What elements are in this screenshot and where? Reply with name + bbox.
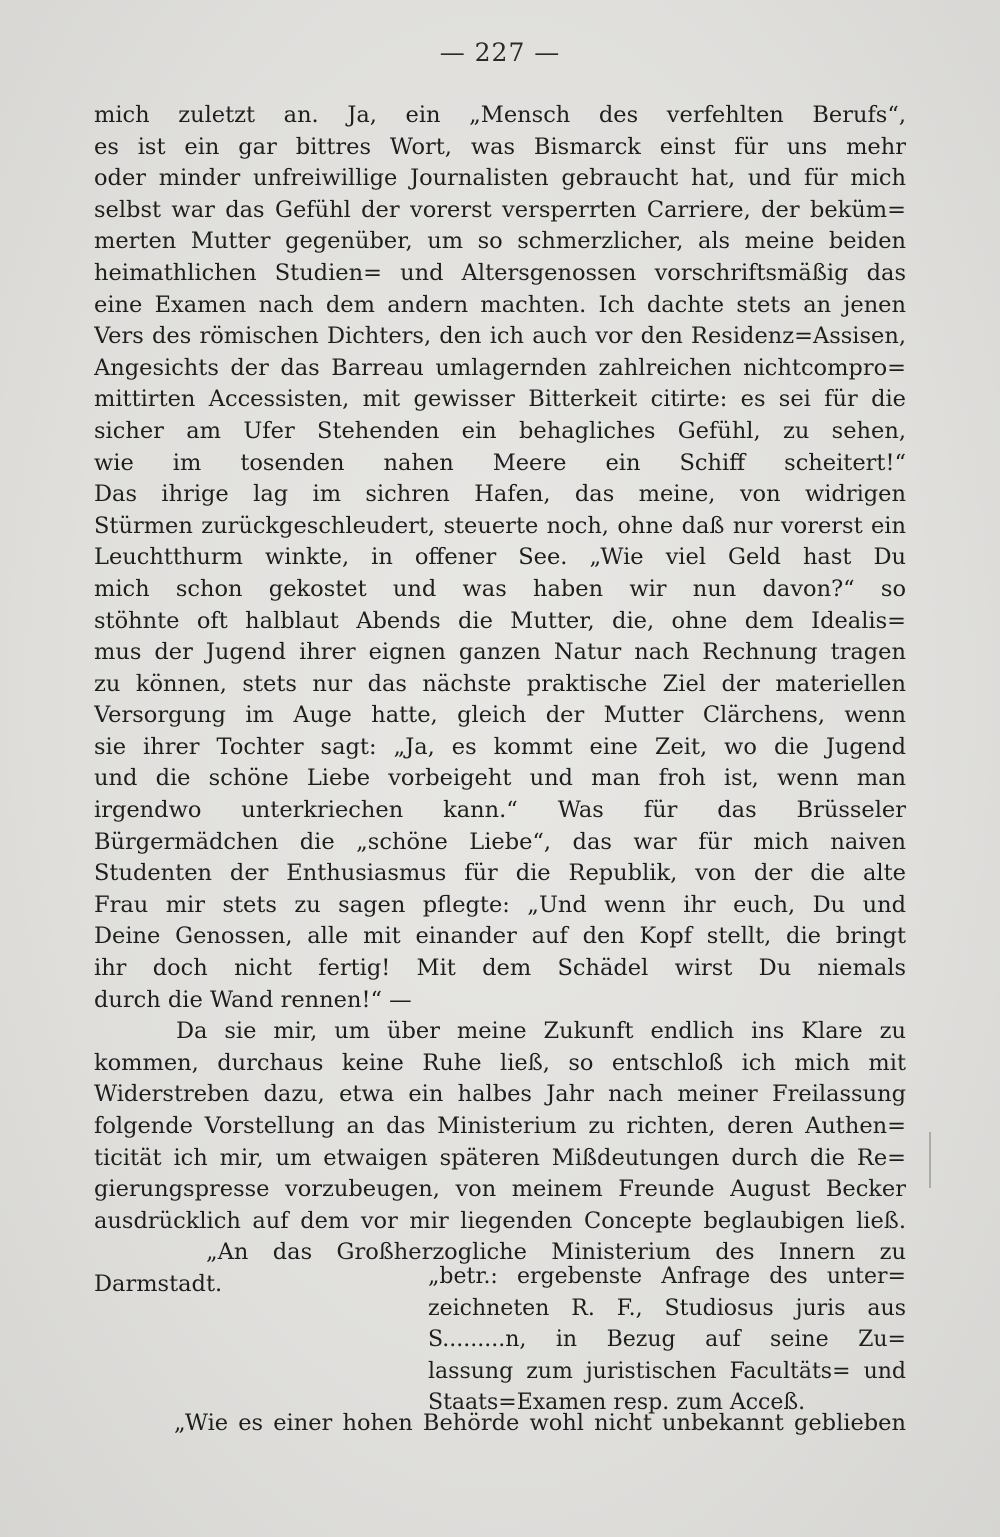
text-line: Frau mir stets zu sagen pflegte: „Und wenn ihr euch, Du und bbox=[94, 891, 906, 918]
page-number: — 227 — bbox=[439, 38, 561, 67]
text-line: zu können, stets nur das nächste praktische Ziel der materiellen bbox=[94, 670, 906, 697]
text-line: selbst war das Gefühl der vorerst versperrten Carriere, der beküm= bbox=[94, 196, 906, 223]
text-line: Das ihrige lag im sichren Hafen, das meine, von widrigen bbox=[94, 481, 906, 508]
letter-line: S.........n, in Bezug auf seine Zu= bbox=[428, 1327, 906, 1353]
salutation-line: „An das Großherzogliche Ministerium des Innern zu bbox=[206, 1239, 906, 1266]
text-line: Widerstreben dazu, etwa ein halbes Jahr nach meiner Freilassung bbox=[94, 1081, 906, 1108]
text-line: Vers des römischen Dichters, den ich auch vor den Residenz=Assisen, bbox=[94, 323, 906, 350]
text-line: ticität ich mir, um etwaigen späteren Mißdeutungen durch die Re= bbox=[94, 1144, 906, 1171]
letter-subject-block bbox=[428, 1261, 906, 1419]
text-line: „Wie es einer hohen Behörde wohl nicht unbekannt geblieben bbox=[174, 1410, 906, 1436]
letter-line: „betr.: ergebenste Anfrage des unter= bbox=[428, 1264, 906, 1289]
text-line: merten Mutter gegenüber, um so schmerzlicher, als meine beiden bbox=[94, 228, 906, 255]
salutation-city: Darmstadt. bbox=[94, 1270, 223, 1297]
main-text-block bbox=[94, 100, 906, 1301]
text-line: Da sie mir, um über meine Zukunft endlich ins Klare zu bbox=[176, 1018, 906, 1045]
letter-line: zeichneten R. F., Studiosus juris aus bbox=[428, 1295, 906, 1321]
text-line: sicher am Ufer Stehenden ein behagliches Gefühl, zu sehen, bbox=[94, 417, 906, 444]
text-line: heimathlichen Studien= und Altersgenossen vorschriftsmäßig das bbox=[94, 259, 906, 286]
text-line: stöhnte oft halblaut Abends die Mutter, die, ohne dem Idealis= bbox=[94, 607, 906, 634]
margin-pencil-mark bbox=[929, 1132, 931, 1188]
text-line: eine Examen nach dem andern machten. Ich dachte stets an jenen bbox=[94, 291, 906, 318]
text-line: wie im tosenden nahen Meere ein Schiff scheitert!“ bbox=[94, 449, 906, 476]
text-line: es ist ein gar bittres Wort, was Bismarck einst für uns mehr bbox=[94, 133, 906, 160]
text-line: Angesichts der das Barreau umlagernden zahlreichen nichtcompro= bbox=[94, 354, 906, 381]
text-line: ausdrücklich auf dem vor mir liegenden Concepte beglaubigen ließ. bbox=[94, 1207, 906, 1234]
text-line: Versorgung im Auge hatte, gleich der Mutter Clärchens, wenn bbox=[94, 702, 906, 729]
text-line: Leuchtthurm winkte, in offener See. „Wie viel Geld hast Du bbox=[94, 544, 906, 571]
text-line: mich schon gekostet und was haben wir nun davon?“ so bbox=[94, 575, 906, 602]
text-line: gierungspresse vorzubeugen, von meinem Freunde August Becker bbox=[94, 1176, 906, 1203]
text-line: mus der Jugend ihrer eignen ganzen Natur nach Rechnung tragen bbox=[94, 639, 906, 666]
text-line: mittirten Accessisten, mit gewisser Bitterkeit citirte: es sei für die bbox=[94, 386, 906, 413]
letter-line: Staats=Examen resp. zum Acceß. bbox=[428, 1390, 806, 1416]
final-text-block bbox=[174, 1408, 906, 1440]
text-line: mich zuletzt an. Ja, ein „Mensch des verfehlten Berufs“, bbox=[94, 102, 906, 128]
text-line: irgendwo unterkriechen kann.“ Was für das Brüsseler bbox=[94, 797, 906, 824]
text-line: durch die Wand rennen!“ — bbox=[94, 986, 412, 1013]
text-line: Bürgermädchen die „schöne Liebe“, das war für mich naiven bbox=[94, 828, 906, 855]
text-line: folgende Vorstellung an das Ministerium zu richten, deren Authen= bbox=[94, 1113, 906, 1139]
text-line: ihr doch nicht fertig! Mit dem Schädel wirst Du niemals bbox=[94, 955, 906, 982]
letter-line: lassung zum juristischen Facultäts= und bbox=[428, 1358, 906, 1384]
text-line: Studenten der Enthusiasmus für die Republik, von der die alte bbox=[94, 860, 906, 887]
text-line: sie ihrer Tochter sagt: „Ja, es kommt eine Zeit, wo die Jugend bbox=[94, 733, 906, 760]
text-line: oder minder unfreiwillige Journalisten gebraucht hat, und für mich bbox=[94, 165, 906, 192]
text-line: kommen, durchaus keine Ruhe ließ, so entschloß ich mich mit bbox=[94, 1049, 906, 1076]
text-line: und die schöne Liebe vorbeigeht und man froh ist, wenn man bbox=[94, 765, 906, 792]
text-line: Stürmen zurückgeschleudert, steuerte noch, ohne daß nur vorerst ein bbox=[94, 512, 906, 539]
text-line: Deine Genossen, alle mit einander auf den Kopf stellt, die bringt bbox=[94, 923, 906, 950]
